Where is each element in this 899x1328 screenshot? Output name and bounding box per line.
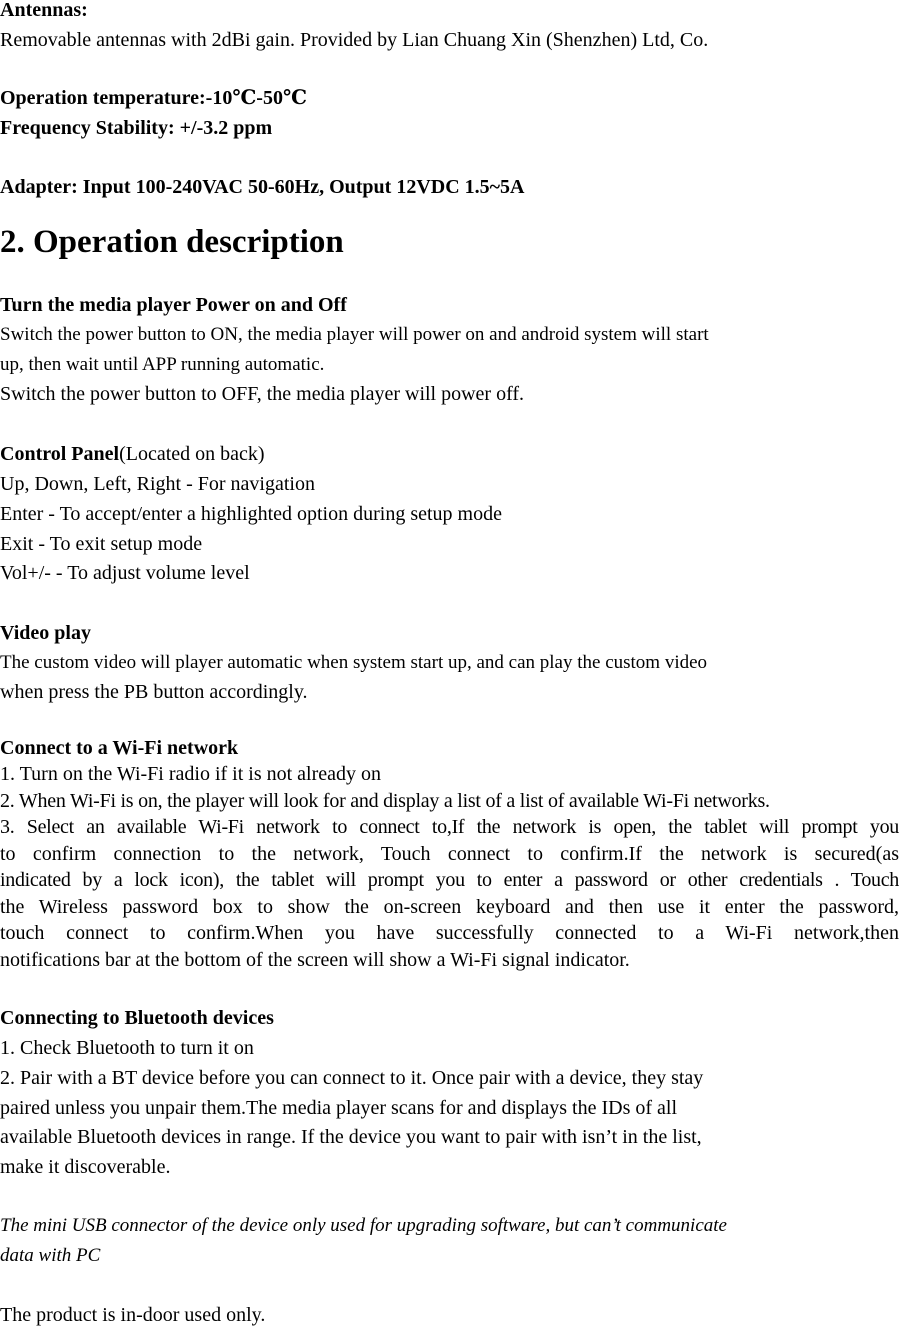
wifi-step-3-line: notifications bar at the bottom of the screen will show a Wi-Fi signal indicator. (0, 948, 630, 971)
indoor-note: The product is in-door used only. (0, 1304, 266, 1326)
wifi-step-3-line: to confirm connection to the network, Touch connect to confirm.If the network is secured(as (0, 842, 899, 865)
video-play-heading: Video play (0, 622, 91, 644)
bluetooth-line: available Bluetooth devices in range. If the device you want to pair with isn’t in the list, (0, 1126, 702, 1148)
control-panel-line: Exit - To exit setup mode (0, 533, 203, 555)
wifi-step-3-line: indicated by a lock icon), the tablet will prompt you to enter a password or other credentials . Touch (0, 869, 899, 892)
section-title: 2. Operation description (0, 224, 344, 260)
control-panel-heading-note: (Located on back) (119, 443, 265, 465)
video-play-line: The custom video will player automatic when system start up, and can play the custom video (0, 652, 708, 673)
bluetooth-line: 2. Pair with a BT device before you can connect to it. Once pair with a device, they stay (0, 1067, 704, 1089)
bluetooth-line: paired unless you unpair them.The media player scans for and displays the IDs of all (0, 1097, 678, 1119)
control-panel-line: Enter - To accept/enter a highlighted option during setup mode (0, 503, 502, 525)
control-panel-line: Vol+/- - To adjust volume level (0, 562, 250, 584)
control-panel-heading-bold: Control Panel (0, 443, 120, 465)
wifi-step: 1. Turn on the Wi-Fi radio if it is not already on (0, 763, 382, 785)
wifi-step: 2. When Wi-Fi is on, the player will look for and display a list of a list of available Wi-Fi networks. (0, 790, 770, 812)
power-line: up, then wait until APP running automatic. (0, 354, 325, 375)
control-panel-heading (0, 442, 265, 466)
wifi-step-3 (0, 814, 899, 974)
frequency-stability: Frequency Stability: +/-3.2 ppm (0, 117, 273, 139)
bluetooth-line: make it discoverable. (0, 1156, 171, 1178)
bluetooth-heading: Connecting to Bluetooth devices (0, 1007, 274, 1029)
operation-temperature: Operation temperature:-10℃-50℃ (0, 87, 307, 109)
power-line: Switch the power button to ON, the media player will power on and android system will start (0, 324, 709, 345)
control-panel-line: Up, Down, Left, Right - For navigation (0, 473, 315, 495)
wifi-step-3-line: the Wireless password box to show the on-screen keyboard and then use it enter the password, (0, 895, 899, 918)
power-line: Switch the power button to OFF, the media player will power off. (0, 383, 525, 405)
usb-note-line: data with PC (0, 1245, 101, 1266)
wifi-heading: Connect to a Wi-Fi network (0, 737, 239, 759)
usb-note-line: The mini USB connector of the device only used for upgrading software, but can’t communicate (0, 1215, 727, 1236)
antennas-heading: Antennas: (0, 0, 88, 21)
wifi-step-3-line: touch connect to confirm.When you have successfully connected to a Wi-Fi network,then (0, 922, 899, 945)
wifi-step-3-line: 3. Select an available Wi-Fi network to connect to,If the network is open, the tablet will prompt you (0, 816, 899, 838)
adapter-spec: Adapter: Input 100-240VAC 50-60Hz, Output 12VDC 1.5~5A (0, 176, 525, 198)
antennas-text: Removable antennas with 2dBi gain. Provided by Lian Chuang Xin (Shenzhen) Ltd, Co. (0, 29, 709, 51)
bluetooth-line: 1. Check Bluetooth to turn it on (0, 1037, 254, 1059)
video-play-line: when press the PB button accordingly. (0, 681, 308, 703)
power-heading: Turn the media player Power on and Off (0, 294, 347, 316)
